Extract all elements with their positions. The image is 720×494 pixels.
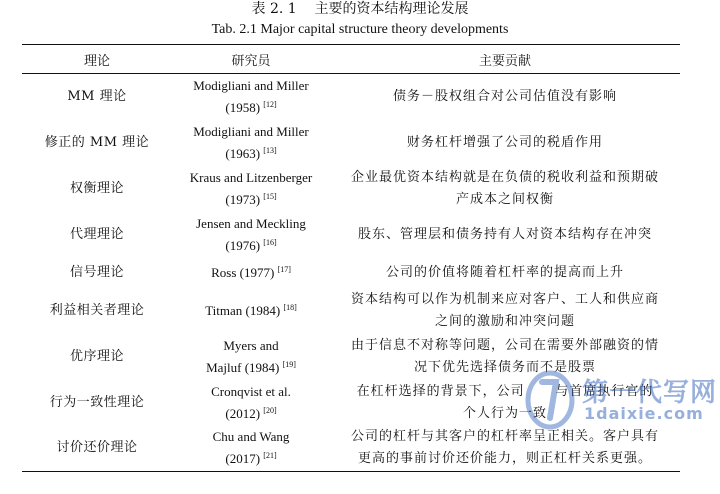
citation-ref: [21] [263,451,277,461]
researcher-cell [172,288,330,334]
researcher-cell [172,334,330,380]
theory-name-cell: 讨价还价理论 [22,426,172,472]
contribution-line1: 股东、管理层和债务持有人对资本结构存在冲突 [357,226,652,242]
table-row [22,74,680,120]
table-caption-english: Tab. 2.1 Major capital structure theory developments [211,22,509,37]
table-row [22,166,680,212]
researcher-line2: (1976) [225,237,261,253]
researcher-cell [172,212,330,258]
researcher-line2: (1973) [225,191,261,207]
researcher-cell [172,426,330,472]
contribution-line2: 更高的事前讨价还价能力，则正杠杆关系更强。 [357,451,652,467]
citation-ref: [15] [263,191,277,201]
contribution-cell [330,426,680,472]
researcher-line1: Kraus and Litzenberger [189,169,313,185]
researcher-line1: Myers and [223,337,279,353]
table-row [22,120,680,166]
table-header [22,45,680,74]
researcher-line1: Modigliani and Miller [193,77,309,93]
researcher-line1: Titman (1984) [205,302,281,318]
watermark-url: 1daixie.com [584,404,704,423]
citation-ref: [18] [283,302,297,312]
contribution-cell [330,212,680,258]
researcher-line2: Majluf (1984) [206,359,280,375]
contribution-line1: 公司的价值将随着杠杆率的提高而上升 [385,264,624,280]
contribution-line1: 资本结构可以作为机制来应对客户、工人和供应商 [350,291,659,307]
researcher-line1: Cronqvist et al. [211,383,291,399]
theory-name-cell: 行为一致性理论 [49,394,145,410]
researcher-cell [172,74,330,120]
theory-name-cell: 代理理论 [69,226,124,242]
researcher-line2: (2017) [225,451,261,467]
header-row [22,45,680,74]
researcher-line1: Modigliani and Miller [193,123,309,139]
contribution-line1: 由于信息不对称等问题，公司在需要外部融资的情 [350,337,659,353]
researcher-cell [172,120,330,166]
citation-ref: [20] [263,405,277,415]
table-row [22,212,680,258]
table-row [22,258,680,288]
contribution-cell [330,258,680,288]
theory-name-cell: 利益相关者理论 [49,302,145,318]
table-caption-chinese: 表 2. 1 主要的资本结构理论发展 [251,1,469,17]
citation-ref: [16] [263,237,277,247]
contribution-line1: 在杠杆选择的背景下，公司 与首席执行官的 [356,383,654,399]
citation-ref: [17] [277,264,291,274]
watermark-logo-icon [520,368,590,432]
theory-name-cell: MM 理论 [67,88,127,104]
watermark [520,368,718,432]
contribution-line1: 债务－股权组合对公司估值没有影响 [392,88,617,104]
contribution-line1: 财务杠杆增强了公司的税盾作用 [406,134,603,150]
contribution-cell [330,288,680,334]
researcher-cell [172,380,330,426]
researcher-line1: Ross (1977) [211,264,275,280]
contribution-line1: 企业最优资本结构就是在负债的税收利益和预期破 [350,169,659,185]
researcher-line1: Jensen and Meckling [196,215,306,231]
header-theory: 理论 [22,45,172,74]
contribution-cell [330,120,680,166]
contribution-line2: 之间的激励和冲突问题 [434,313,575,329]
citation-ref: [12] [263,99,277,109]
table-row [22,426,680,472]
contribution-cell [330,74,680,120]
researcher-cell [172,166,330,212]
citation-ref: [19] [282,359,296,369]
theory-name-cell: 优序理论 [69,348,124,364]
researcher-line1: Chu and Wang [212,429,290,445]
header-contribution: 主要贡献 [330,45,680,74]
contribution-line2: 况下优先选择债务而不是股票 [413,359,596,375]
contribution-line2: 产成本之间权衡 [455,191,554,207]
watermark-title: 第一代写网 [582,378,718,408]
header-researcher: 研究员 [172,45,330,74]
theory-name-cell: 信号理论 [69,264,124,280]
researcher-line2: (1958) [225,99,261,115]
contribution-cell [330,166,680,212]
contribution-line1: 公司的杠杆与其客户的杠杆率呈正相关。客户具有 [350,429,659,445]
contribution-line2: 个人行为一致 [462,405,547,421]
researcher-cell [172,258,330,288]
citation-ref: [13] [263,145,277,155]
researcher-line2: (1963) [225,145,261,161]
table-row [22,288,680,334]
theory-name-cell: 修正的 MM 理论 [44,134,150,150]
researcher-line2: (2012) [225,405,261,421]
theory-name-cell: 权衡理论 [69,180,124,196]
